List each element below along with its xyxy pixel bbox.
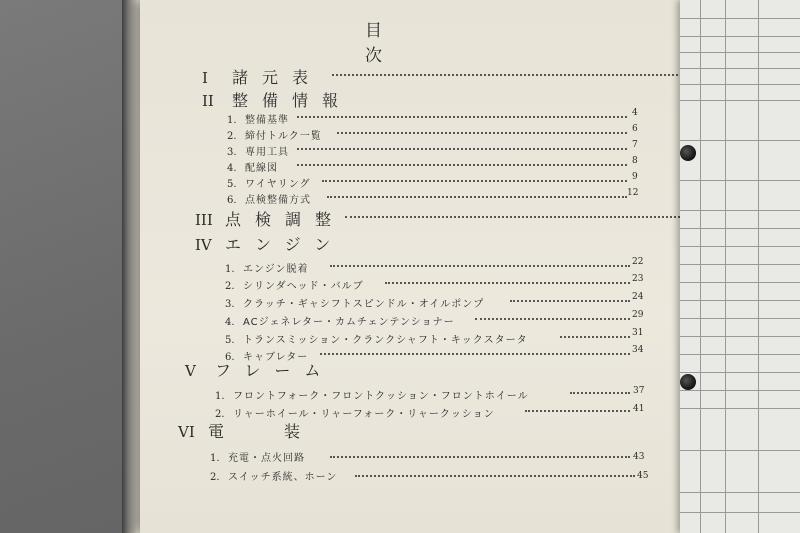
toc-section [225, 328, 644, 346]
toc-section [225, 310, 644, 328]
section-label: トランスミッション・クランクシャフト・キックスタータ [243, 335, 528, 346]
table-rule [680, 492, 800, 493]
section-number: 1. [227, 115, 237, 126]
section-label: 点検整備方式 [245, 195, 311, 206]
table-rule [680, 100, 800, 101]
dot-leader [297, 164, 627, 167]
section-label: 専用工具 [245, 147, 289, 158]
toc-chapter [185, 358, 335, 380]
toc-chapter [178, 419, 361, 441]
dot-leader [475, 318, 630, 321]
dot-leader [322, 180, 627, 183]
section-number: 2. [215, 409, 225, 420]
table-rule [680, 264, 800, 265]
table-rule [680, 68, 800, 69]
page-title: 目 次 [365, 21, 451, 66]
dot-leader [297, 148, 627, 151]
table-rule [680, 300, 800, 301]
section-number: 3. [227, 147, 237, 158]
chapter-number: III [195, 211, 213, 229]
page-number: 34 [632, 345, 644, 355]
page-number: 22 [632, 257, 644, 267]
page-number: 23 [632, 274, 644, 284]
page-number: 24 [632, 292, 644, 302]
page-number: 8 [632, 156, 638, 166]
chapter-number: VI [178, 423, 195, 441]
section-number: 5. [227, 179, 237, 190]
page-number: 9 [632, 172, 638, 182]
table-rule [680, 210, 800, 211]
dot-leader [297, 116, 627, 119]
page-number: 43 [633, 452, 645, 462]
toc-chapter [195, 207, 346, 229]
chapter-label: 電装 [208, 422, 361, 441]
chapter-label: 整備情報 [232, 91, 353, 110]
section-label: リャーホイール・リャーフォーク・リャークッション [233, 409, 495, 420]
table-rule [680, 140, 800, 141]
dot-leader [345, 216, 680, 219]
binder-hole [680, 145, 696, 161]
page-number: 7 [632, 140, 638, 150]
dot-leader [355, 475, 635, 478]
table-rule [758, 0, 759, 533]
toc-section [210, 446, 645, 464]
section-label: キャブレター [243, 352, 309, 363]
toc-chapter [195, 232, 345, 254]
table-rule [680, 84, 800, 85]
chapter-number: V [185, 362, 196, 380]
table-rule [700, 0, 701, 533]
table-rule [680, 512, 800, 513]
section-number: 1. [225, 264, 235, 275]
toc-section [225, 274, 644, 292]
table-rule [680, 180, 800, 181]
section-number: 4. [225, 317, 235, 328]
section-label: シリンダヘッド・バルブ [243, 281, 364, 292]
table-rule [680, 318, 800, 319]
section-number: 1. [210, 453, 220, 464]
section-label: クラッチ・ギャシフトスピンドル・オイルポンプ [243, 299, 485, 310]
page-number: 37 [633, 386, 645, 396]
binder-hole [680, 374, 696, 390]
section-number: 6. [227, 195, 237, 206]
chapter-number: II [202, 92, 214, 110]
adjacent-spec-sheet [680, 0, 800, 533]
table-rule [680, 246, 800, 247]
table-rule [680, 52, 800, 53]
section-label: スイッチ系統、ホーン [228, 472, 338, 483]
section-label: 配線図 [245, 163, 278, 174]
toc-page [140, 0, 680, 533]
section-number: 6. [225, 352, 235, 363]
dot-leader [337, 132, 627, 135]
chapter-number: IV [195, 236, 212, 254]
toc-section [215, 402, 645, 420]
section-label: エンジン脱着 [243, 264, 309, 275]
section-number: 2. [225, 281, 235, 292]
table-rule [680, 450, 800, 451]
dot-leader [330, 265, 630, 268]
section-label: 整備基準 [245, 115, 289, 126]
section-label: フロントフォーク・フロントクッション・フロントホイール [233, 391, 529, 402]
dot-leader [320, 353, 630, 356]
table-rule [680, 336, 800, 337]
page-number: 29 [632, 310, 644, 320]
chapter-label: フレーム [215, 361, 335, 380]
dot-leader [330, 456, 630, 459]
section-number: 3. [225, 299, 235, 310]
section-label: ワイヤリング [245, 179, 311, 190]
dot-leader [570, 392, 630, 395]
toc-section [225, 292, 644, 310]
section-number: 2. [210, 472, 220, 483]
dot-leader [560, 336, 630, 339]
chapter-label: エンジン [225, 235, 345, 254]
table-rule [680, 372, 800, 373]
chapter-label: 点検調整 [225, 210, 346, 229]
table-rule [680, 390, 800, 391]
table-rule [680, 282, 800, 283]
toc-section [225, 257, 644, 275]
page-number: 41 [633, 404, 645, 414]
table-rule [680, 228, 800, 229]
page-number: 6 [632, 124, 638, 134]
toc-section [210, 465, 649, 483]
dot-leader [327, 196, 627, 199]
table-rule [680, 18, 800, 19]
section-number: 5. [225, 335, 235, 346]
section-number: 1. [215, 391, 225, 402]
dot-leader [385, 282, 630, 285]
toc-chapter [202, 65, 323, 87]
section-label: ACジェネレター・カムチェンテンショナー [243, 317, 455, 328]
page-number: 45 [637, 471, 649, 481]
section-number: 2. [227, 131, 237, 142]
toc-chapter [202, 88, 353, 110]
dot-leader [332, 74, 682, 77]
page-number: 31 [632, 328, 644, 338]
table-rule [680, 408, 800, 409]
table-rule [680, 354, 800, 355]
dot-leader [525, 410, 630, 413]
section-label: 充電・点火回路 [228, 453, 305, 464]
dot-leader [510, 300, 630, 303]
chapter-number: I [202, 69, 208, 87]
toc-section [227, 188, 639, 206]
section-number: 4. [227, 163, 237, 174]
table-rule [680, 36, 800, 37]
page-number: 12 [627, 188, 639, 198]
section-label: 締付トルク一覧 [245, 131, 322, 142]
chapter-label: 諸元表 [232, 68, 323, 87]
table-rule [725, 0, 726, 533]
page-number: 4 [632, 108, 638, 118]
toc-section [215, 384, 645, 402]
